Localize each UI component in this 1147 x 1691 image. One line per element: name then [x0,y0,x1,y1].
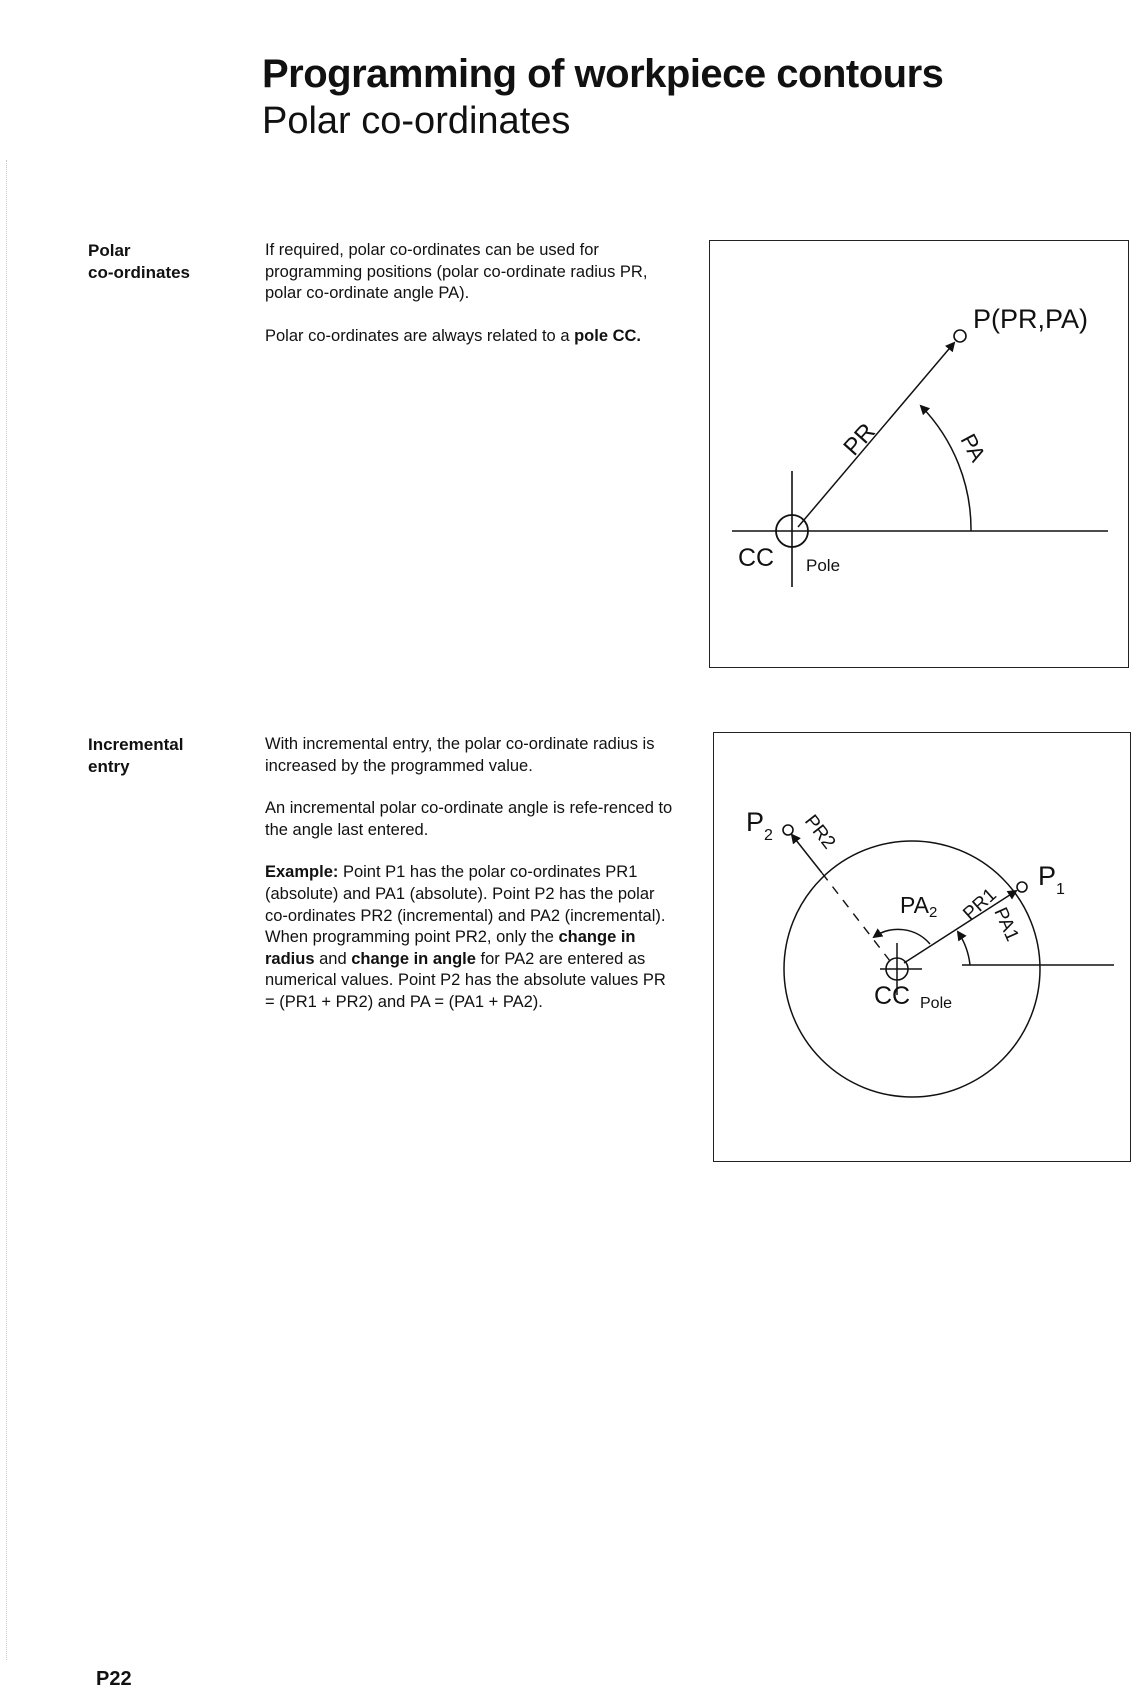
text-run: An incremental polar co-ordinate angle is refe-renced to the angle last entered. [265,799,673,839]
text-run: If required, polar co-ordinates can be used for programming positions (polar co-ordinate radius PR, polar co-ordinate angle PA). [265,241,648,303]
pa1-label: PA1 [989,904,1023,945]
bold-text-run: Example: [265,863,339,882]
pole-caption: Pole [806,556,841,575]
text-run: Polar co-ordinates are always related to a [265,326,575,345]
text-run: for PA2 are entered as numerical values. Point P2 has the absolute values PR = (PR1 + PR2) and PA = (PA1 + PA2). [265,949,666,1011]
section-label-line: Incremental [88,735,184,754]
section-label-line: Polar [88,241,131,260]
page-subtitle: Polar co-ordinates [262,100,571,142]
text-run: and [314,949,352,968]
body-paragraph [265,862,675,1013]
bold-text-run: change in radius [265,928,636,968]
pa2-label: PA2 [900,892,938,921]
point-p1-label: $P_1$ [1038,861,1065,898]
point-p-marker [954,330,966,342]
pa2-arc [874,929,930,944]
text-run: Point P1 has the polar co-ordinates PR1 (absolute) and PA1 (absolute). Point P2 has the polar co-ordinates PR2 (incremental) and PA2 (incremental). When programming point PR2, only the [265,863,666,947]
pa1-arc [958,932,970,965]
bold-text-run: pole CC. [574,326,641,345]
point-p1-marker [1017,882,1027,892]
bold-text-run: change in angle [351,949,476,968]
polar-coordinates-figure [709,240,1129,668]
section-body-polar [265,240,675,368]
point-p-label: P(PR,PA) [973,304,1089,334]
pole-cc-label: CC [874,982,911,1010]
body-paragraph [265,326,675,348]
incremental-entry-diagram [714,733,1132,1163]
body-paragraph [265,734,675,777]
pr2-label: PR2 [800,811,840,854]
pole-cc-label: CC [738,544,775,572]
pole-caption: Pole [920,995,953,1012]
pr1-extension-dashed [822,873,890,961]
body-paragraph [265,240,675,305]
point-p2-marker [783,825,793,835]
pr1-label: PR1 [959,884,1001,925]
section-label-polar [88,240,238,284]
pa-label: PA [955,429,991,466]
section-body-incremental [265,734,675,1035]
margin-dotted-rule [6,160,9,1660]
body-paragraph [265,798,675,841]
page-number: P22 [96,1668,132,1690]
page-title: Programming of workpiece contours [262,52,944,96]
point-p2-label: $P_2$ [746,807,773,844]
section-label-line: co-ordinates [88,263,191,282]
section-label-incremental [88,734,238,778]
pr-label: PR [838,418,881,462]
section-label-line: entry [88,757,130,776]
polar-coordinates-diagram [710,241,1130,669]
text-run: With incremental entry, the polar co-ordinate radius is increased by the programmed value. [265,735,655,775]
angle-arc [921,406,971,531]
incremental-entry-figure [713,732,1131,1162]
